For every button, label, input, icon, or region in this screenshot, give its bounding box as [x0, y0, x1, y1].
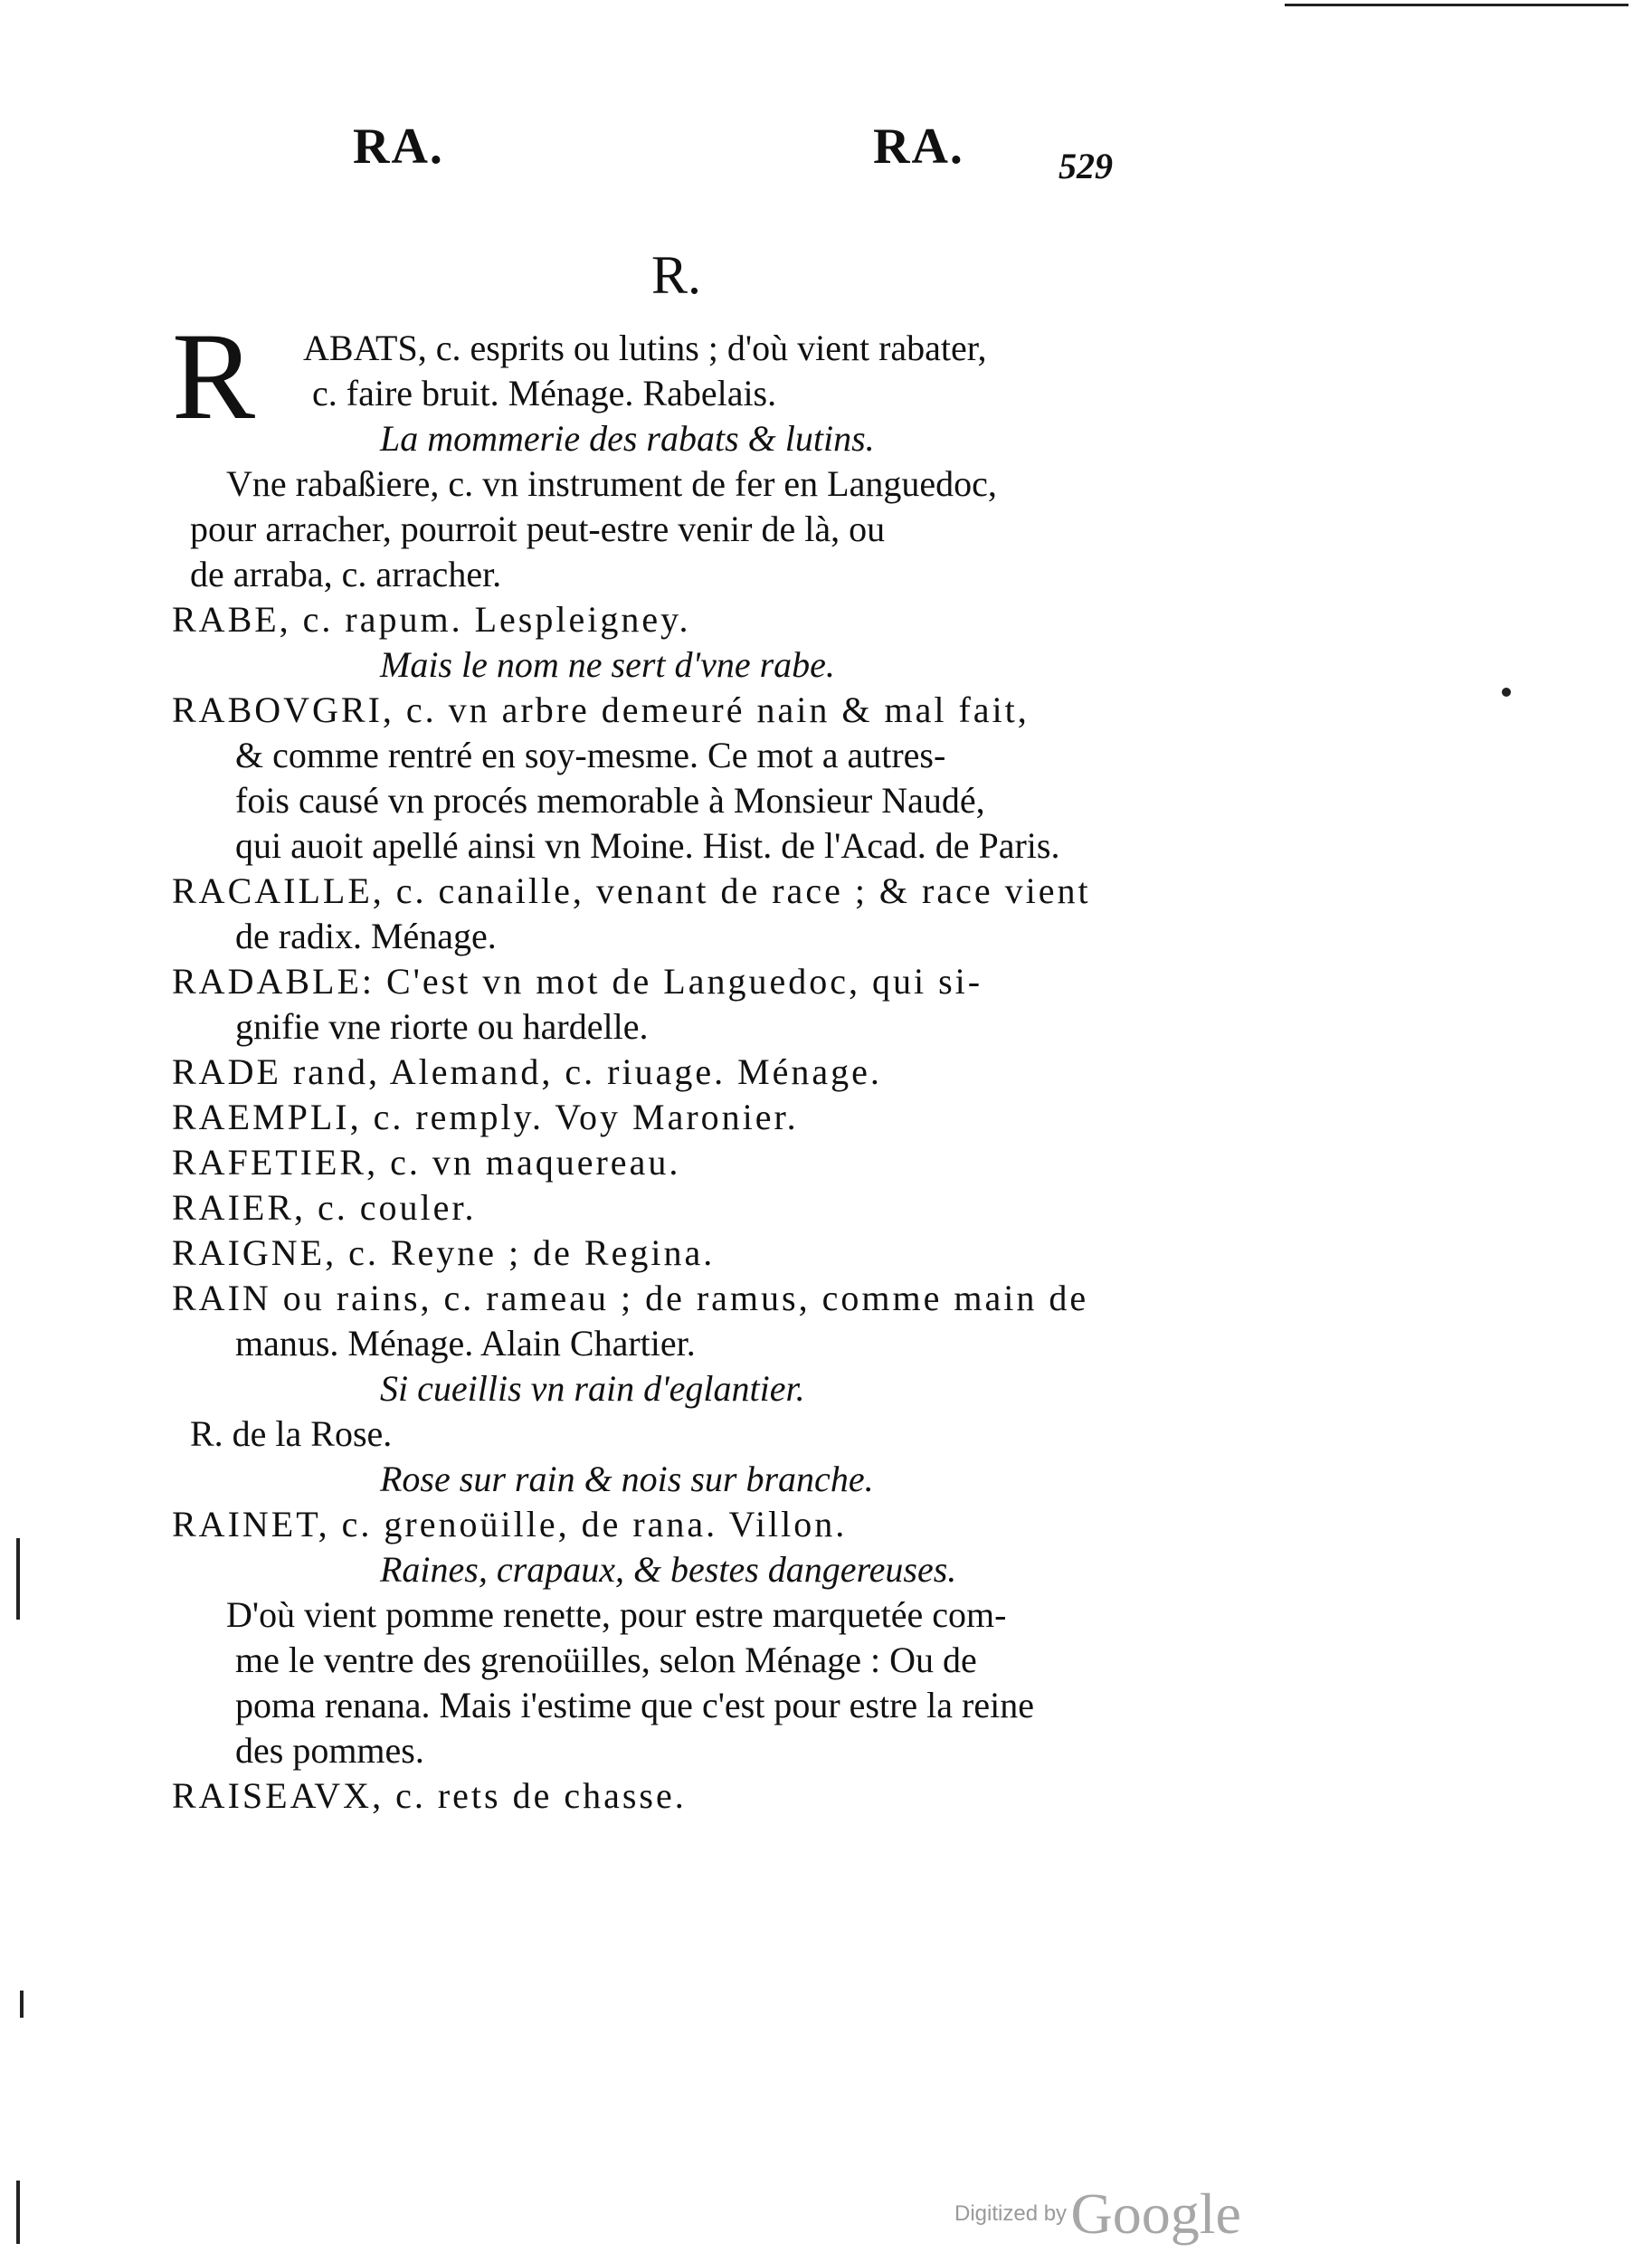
page-number: 529 [1059, 146, 1113, 186]
margin-mark [20, 1991, 24, 2018]
dictionary-text [172, 326, 1212, 1819]
margin-mark [16, 1538, 20, 1620]
entry-rabassiere-line-3: de arraba, c. arracher. [190, 554, 502, 594]
margin-mark [16, 2181, 20, 2244]
entry-rain-quote-1: Si cueillis vn rain d'eglantier. [380, 1368, 805, 1409]
entry-rain-quote-2: Rose sur rain & nois sur branche. [380, 1459, 874, 1499]
entry-rade: RADE rand, Alemand, c. riuage. Ménage. [172, 1051, 882, 1092]
entry-rabougri-line-1: RABOVGRI, c. vn arbre demeuré nain & mal fait, [172, 689, 1030, 730]
entry-racaille-line-2: de radix. Ménage. [235, 916, 497, 956]
entry-rainet-line-4: poma renana. Mais i'estime que c'est pour estre la reine [235, 1685, 1034, 1725]
entry-raier: RAIER, c. couler. [172, 1187, 477, 1228]
entry-radable-line-1: RADABLE: C'est vn mot de Languedoc, qui si- [172, 961, 983, 1002]
entry-rafetier: RAFETIER, c. vn maquereau. [172, 1142, 681, 1183]
entry-rain-line-1: RAIN ou rains, c. rameau ; de ramus, comme main de [172, 1278, 1089, 1318]
watermark-prefix: Digitized by [954, 2201, 1068, 2226]
entry-radable-line-2: gnifie vne riorte ou hardelle. [235, 1006, 649, 1047]
entry-rabougri-line-3: fois causé vn procés memorable à Monsieur Naudé, [235, 780, 985, 821]
watermark-brand: Google [1070, 2181, 1241, 2246]
entry-rain-line-3: R. de la Rose. [190, 1413, 393, 1454]
running-head-left: RA. [353, 119, 444, 175]
entry-rainet-line-2: D'où vient pomme renette, pour estre marquetée com- [226, 1594, 1007, 1635]
entry-rabassiere-line-2: pour arracher, pourroit peut-estre venir de là, ou [190, 508, 886, 549]
entry-rabassiere-line-1: Vne rabaßiere, c. vn instrument de fer en Languedoc, [226, 463, 997, 504]
running-head-right: RA. [873, 119, 964, 175]
scan-speck [1502, 688, 1511, 697]
digitized-watermark [954, 2181, 1241, 2248]
entry-raigne: RAIGNE, c. Reyne ; de Regina. [172, 1232, 716, 1273]
entry-rabats-line-2: c. faire bruit. Ménage. Rabelais. [312, 373, 777, 413]
entry-rabougri-line-2: & comme rentré en soy-mesme. Ce mot a autres- [235, 735, 946, 775]
entry-rabats-line-1: ABATS, c. esprits ou lutins ; d'où vient rabater, [303, 328, 987, 368]
entry-rabats-quote: La mommerie des rabats & lutins. [380, 418, 875, 459]
entry-rabe-quote: Mais le nom ne sert d'vne rabe. [380, 644, 835, 685]
entry-racaille-line-1: RACAILLE, c. canaille, venant de race ; & race vient [172, 870, 1091, 911]
top-edge-rule [1285, 4, 1628, 6]
entry-raempli: RAEMPLI, c. remply. Voy Maronier. [172, 1097, 799, 1137]
entry-rainet-line-3: me le ventre des grenoüilles, selon Ménage : Ou de [235, 1639, 977, 1680]
drop-cap: R [172, 307, 256, 445]
entry-rainet-line-5: des pommes. [235, 1730, 424, 1771]
entry-rabougri-line-4: qui auoit apellé ainsi vn Moine. Hist. de l'Acad. de Paris. [235, 825, 1060, 866]
entry-rainet-line-1: RAINET, c. grenoüille, de rana. Villon. [172, 1504, 848, 1544]
entry-rainet-quote: Raines, crapaux, & bestes dangereuses. [380, 1549, 957, 1590]
entry-rain-line-2: manus. Ménage. Alain Chartier. [235, 1323, 696, 1364]
entry-raiseaux: RAISEAVX, c. rets de chasse. [172, 1775, 687, 1816]
entry-rabe-line-1: RABE, c. rapum. Lespleigney. [172, 599, 691, 640]
section-letter: R. [651, 245, 702, 305]
